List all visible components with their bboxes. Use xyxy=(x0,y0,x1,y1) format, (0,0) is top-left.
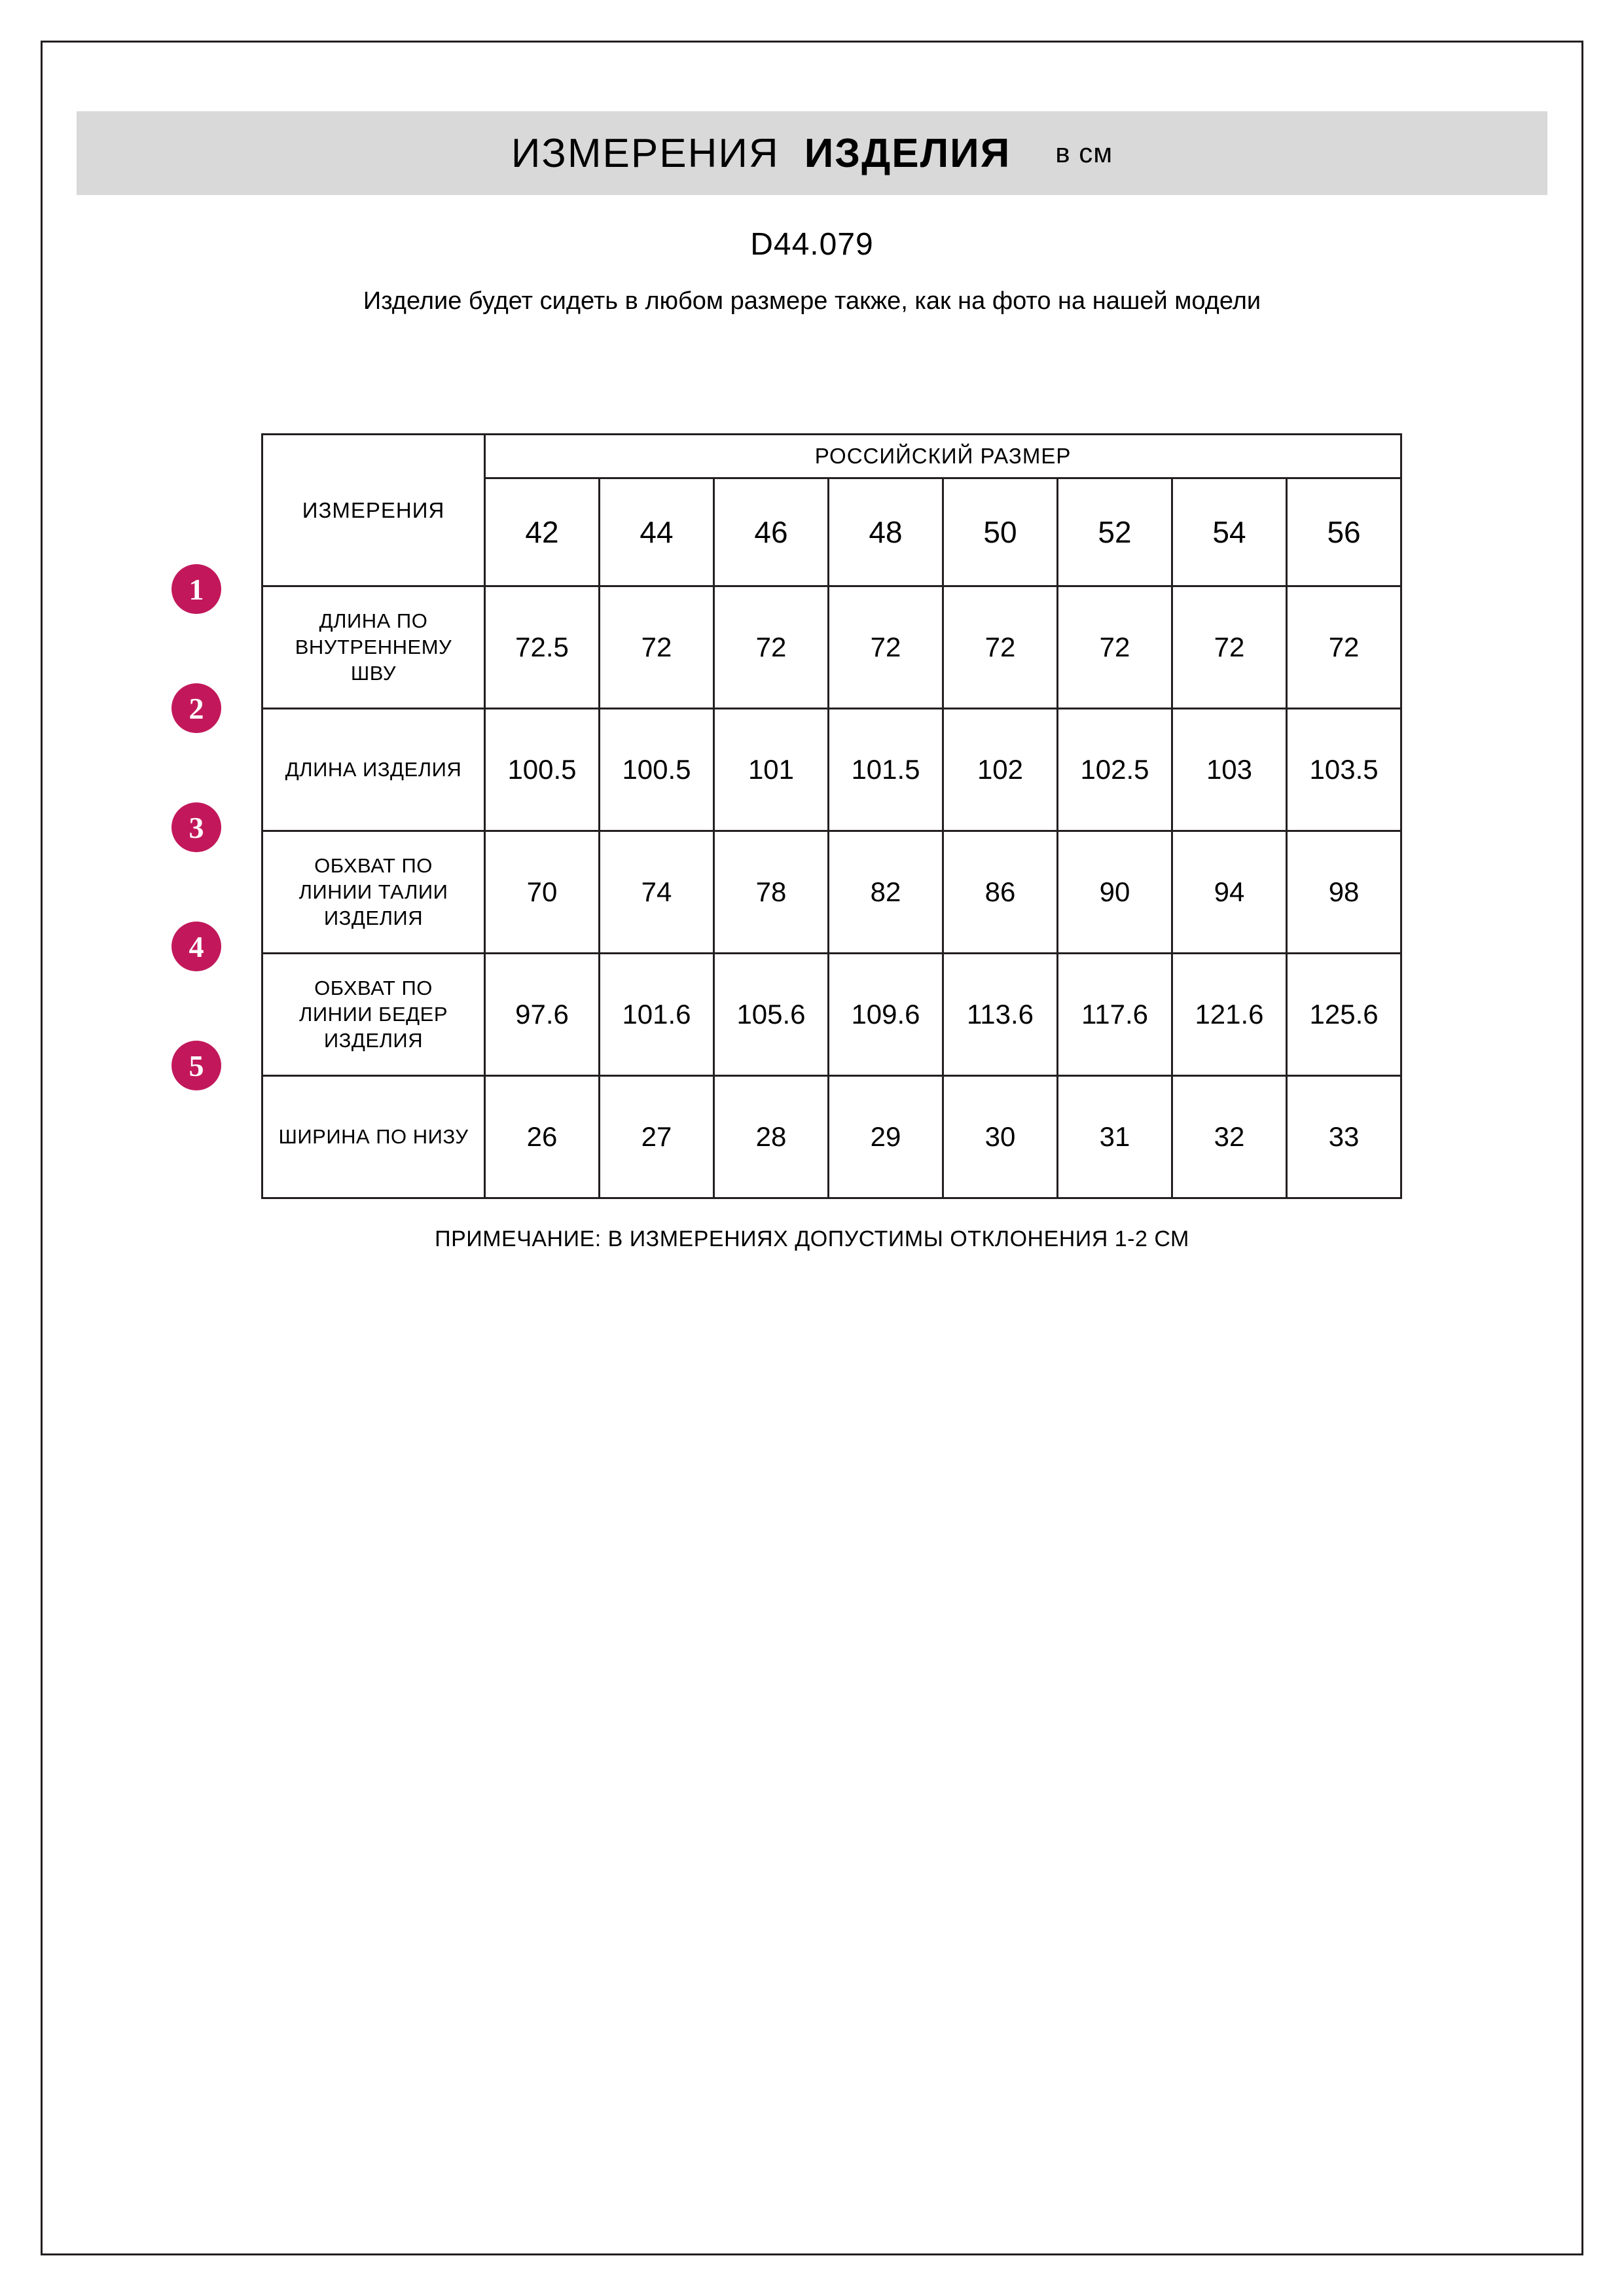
row-label-1: ДЛИНА ПО ВНУТРЕННЕМУ ШВУ xyxy=(262,586,485,709)
cell-r1-c4: 72 xyxy=(829,586,943,709)
size-46: 46 xyxy=(714,478,829,586)
header-russian-size: РОССИЙСКИЙ РАЗМЕР xyxy=(485,435,1401,478)
fit-note: Изделие будет сидеть в любом размере также, как на фото на нашей модели xyxy=(363,287,1261,315)
title-banner xyxy=(77,111,1547,195)
cell-r4-c3: 105.6 xyxy=(714,954,829,1076)
cell-r5-c8: 33 xyxy=(1287,1076,1401,1198)
size-50: 50 xyxy=(943,478,1058,586)
measurements-table xyxy=(261,433,1402,1199)
cell-r4-c6: 117.6 xyxy=(1058,954,1172,1076)
cell-r2-c7: 103 xyxy=(1172,709,1287,831)
table-row xyxy=(262,586,1401,709)
cell-r3-c3: 78 xyxy=(714,831,829,954)
article-code: D44.079 xyxy=(750,227,874,262)
cell-r2-c5: 102 xyxy=(943,709,1058,831)
cell-r1-c3: 72 xyxy=(714,586,829,709)
row-label-3: ОБХВАТ ПО ЛИНИИ ТАЛИИ ИЗДЕЛИЯ xyxy=(262,831,485,954)
bullet-5: 5 xyxy=(171,1041,221,1090)
row-label-5: ШИРИНА ПО НИЗУ xyxy=(262,1076,485,1198)
cell-r4-c7: 121.6 xyxy=(1172,954,1287,1076)
size-56: 56 xyxy=(1287,478,1401,586)
cell-r1-c8: 72 xyxy=(1287,586,1401,709)
cell-r5-c7: 32 xyxy=(1172,1076,1287,1198)
cell-r4-c8: 125.6 xyxy=(1287,954,1401,1076)
cell-r5-c6: 31 xyxy=(1058,1076,1172,1198)
size-54: 54 xyxy=(1172,478,1287,586)
footer-note: ПРИМЕЧАНИЕ: В ИЗМЕРЕНИЯХ ДОПУСТИМЫ ОТКЛОНЕНИЯ 1-2 СМ xyxy=(435,1227,1189,1252)
cell-r2-c4: 101.5 xyxy=(829,709,943,831)
cell-r4-c2: 101.6 xyxy=(600,954,714,1076)
cell-r3-c1: 70 xyxy=(485,831,600,954)
size-44: 44 xyxy=(600,478,714,586)
document-content xyxy=(41,41,1583,1252)
title-product: ИЗДЕЛИЯ xyxy=(804,130,1011,176)
cell-r1-c7: 72 xyxy=(1172,586,1287,709)
cell-r3-c8: 98 xyxy=(1287,831,1401,954)
table-row xyxy=(262,709,1401,831)
cell-r2-c8: 103.5 xyxy=(1287,709,1401,831)
cell-r5-c5: 30 xyxy=(943,1076,1058,1198)
header-measurements: ИЗМЕРЕНИЯ xyxy=(262,435,485,586)
title-units: в см xyxy=(1055,137,1113,168)
cell-r3-c6: 90 xyxy=(1058,831,1172,954)
table-row xyxy=(262,1076,1401,1198)
cell-r3-c5: 86 xyxy=(943,831,1058,954)
size-52: 52 xyxy=(1058,478,1172,586)
cell-r3-c2: 74 xyxy=(600,831,714,954)
title-measurements: ИЗМЕРЕНИЯ xyxy=(511,130,780,176)
cell-r2-c6: 102.5 xyxy=(1058,709,1172,831)
measurements-table-wrap xyxy=(41,433,1583,1199)
size-42: 42 xyxy=(485,478,600,586)
cell-r1-c5: 72 xyxy=(943,586,1058,709)
table-row xyxy=(262,954,1401,1076)
cell-r5-c4: 29 xyxy=(829,1076,943,1198)
cell-r1-c1: 72.5 xyxy=(485,586,600,709)
cell-r4-c1: 97.6 xyxy=(485,954,600,1076)
bullet-3: 3 xyxy=(171,802,221,852)
cell-r3-c4: 82 xyxy=(829,831,943,954)
cell-r4-c4: 109.6 xyxy=(829,954,943,1076)
cell-r5-c2: 27 xyxy=(600,1076,714,1198)
cell-r1-c2: 72 xyxy=(600,586,714,709)
cell-r3-c7: 94 xyxy=(1172,831,1287,954)
cell-r2-c3: 101 xyxy=(714,709,829,831)
cell-r2-c1: 100.5 xyxy=(485,709,600,831)
bullet-4: 4 xyxy=(171,922,221,971)
bullet-2: 2 xyxy=(171,683,221,733)
size-48: 48 xyxy=(829,478,943,586)
cell-r2-c2: 100.5 xyxy=(600,709,714,831)
cell-r4-c5: 113.6 xyxy=(943,954,1058,1076)
table-header-group-row xyxy=(262,435,1401,478)
cell-r5-c1: 26 xyxy=(485,1076,600,1198)
table-row xyxy=(262,831,1401,954)
cell-r1-c6: 72 xyxy=(1058,586,1172,709)
cell-r5-c3: 28 xyxy=(714,1076,829,1198)
bullet-1: 1 xyxy=(171,564,221,614)
row-label-2: ДЛИНА ИЗДЕЛИЯ xyxy=(262,709,485,831)
row-label-4: ОБХВАТ ПО ЛИНИИ БЕДЕР ИЗДЕЛИЯ xyxy=(262,954,485,1076)
